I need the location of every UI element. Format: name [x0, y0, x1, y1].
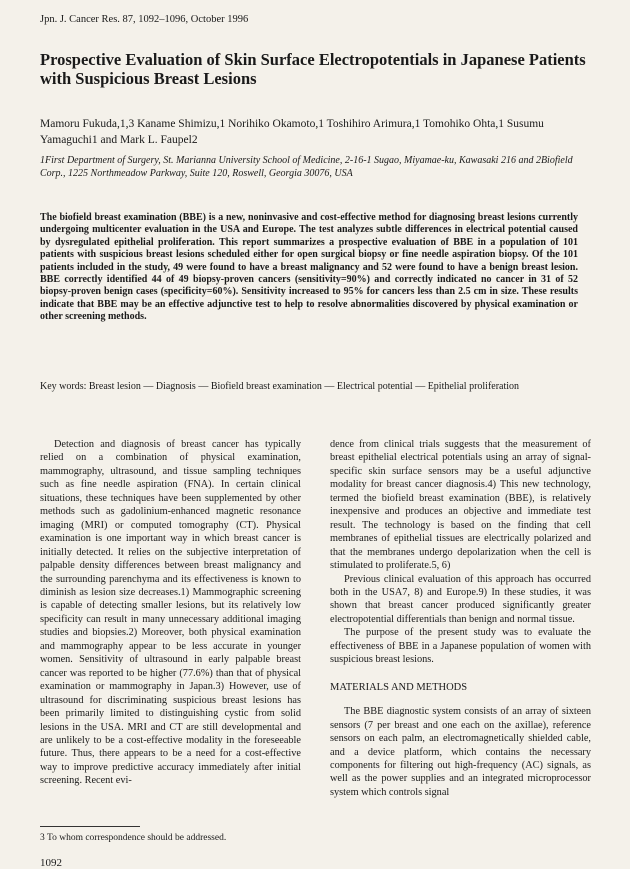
footnote: 3 To whom correspondence should be addressed.: [40, 833, 227, 843]
body-column-right: [330, 438, 591, 799]
author-affiliations: 1First Department of Surgery, St. Marianna University School of Medicine, 2-16-1 Sugao, Miyamae-ku, Kawasaki 216 and 2Biofield Corp., 1225 Northmeadow Parkway, Suite 120, Roswell, Georgia 30076, USA: [40, 155, 573, 179]
page-number: 1092: [40, 857, 62, 869]
body-column-left: [40, 438, 301, 788]
intro-paragraph-continued: dence from clinical trials suggests that the measurement of breast epithelial electrical potentials using an array of signal-specific skin surface sensors may be a useful adjunctive modality for breast cancer diagnosis.4) This new technology, termed the biofield breast examination (BBE), is relatively inexpensive and produces an objective and immediate test result. The technology is based on the finding that cell membranes of epithelial tissues are electrically polarized and that the membranes undergo depolarization when the cell is stimulated to proliferate.5, 6): [330, 439, 591, 572]
previous-evaluation-paragraph: Previous clinical evaluation of this approach has occurred both in the USA7, 8) and Europe.9) In these studies, it was shown that breast cancer produced significantly greater electropotential differentials than benign and normal tissue.: [330, 573, 591, 625]
article-title: Prospective Evaluation of Skin Surface Electropotentials in Japanese Patients with Suspicious Breast Lesions: [40, 50, 586, 88]
intro-paragraph: Detection and diagnosis of breast cancer has typically relied on a combination of physical examination, mammography, ultrasound, and tissue sampling techniques such as fine needle aspiration (FNA). In certain clinical situations, these techniques have been supplemented by other methods such as gadolinium-enhanced magnetic resonance imaging (MRI) or computed tomography (CT). Physical examination is one important way in which breast cancer is initially detected. It relies on the subjective interpretation of palpable density differences between breast malignancy and the surrounding parenchyma and its effectiveness is known to diminish as lesion size decreases.1) Mammographic screening is capable of detecting smaller lesions, but its relatively low specificity can result in many unnecessary additional imaging studies and biopsies.2) Moreover, both physical examination and mammography appear to be less accurate in younger women. Sensitivity of ultrasound in early palpable breast cancer was reported to be higher (77.6%) than that of physical examination or mammography in Japan.3) However, use of ultrasound for discriminating suspicious breast lesions has been primarily limited to distinguishing cystic from solid lesions in the USA. MRI and CT are still developmental and are unlikely to be a cost-effective modality in the foreseeable future. Thus, there appears to be a need for a cost-effective way to improve predictive accuracy immediately after initial screening. Recent evi-: [40, 439, 301, 787]
purpose-paragraph: The purpose of the present study was to evaluate the effectiveness of BBE in a Japanese population of women with suspicious breast lesions.: [330, 627, 591, 666]
abstract: The biofield breast examination (BBE) is a new, noninvasive and cost-effective method for diagnosing breast lesions currently undergoing multicenter evaluation in the USA and Europe. The test analyzes subtle differences in electrical potential caused by dysregulated epithelial proliferation. This report summarizes a prospective evaluation of BBE in a population of 101 patients with suspicious breast lesions scheduled either for open surgical biopsy or fine needle aspiration biopsy. Of the 101 patients included in the study, 49 were found to have a breast malignancy and 52 were found to have a benign breast lesion. BBE correctly identified 44 of 49 biopsy-proven cancers (sensitivity=90%) and correctly indicated no cancer in 31 of 52 biopsy-proven benign cases (specificity=60%). Sensitivity increased to 95% for cancers less than 2.5 cm in size. These results indicate that BBE may be an effective adjunctive test to help to resolve abnormalities discovered by physical examination or other screening methods.: [40, 212, 578, 323]
keywords: Key words: Breast lesion — Diagnosis — Biofield breast examination — Electrical potential — Epithelial proliferation: [40, 381, 520, 392]
footnote-divider: [40, 826, 140, 827]
author-list: Mamoru Fukuda,1,3 Kaname Shimizu,1 Norihiko Okamoto,1 Toshihiro Arimura,1 Tomohiko Ohta,1 Susumu Yamaguchi1 and Mark L. Faupel2: [40, 118, 544, 146]
methods-paragraph: The BBE diagnostic system consists of an array of sixteen sensors (7 per breast and one each on the axillae), reference sensors on each palm, an electromagnetically shielded cable, and a device platform, which contains the necessary components for filtering out high-frequency (AC) signals, as well as the power supplies and an integrated microprocessor system which controls signal: [330, 706, 591, 798]
section-heading-methods: MATERIALS AND METHODS: [330, 681, 468, 693]
journal-citation: Jpn. J. Cancer Res. 87, 1092–1096, October 1996: [40, 14, 249, 25]
